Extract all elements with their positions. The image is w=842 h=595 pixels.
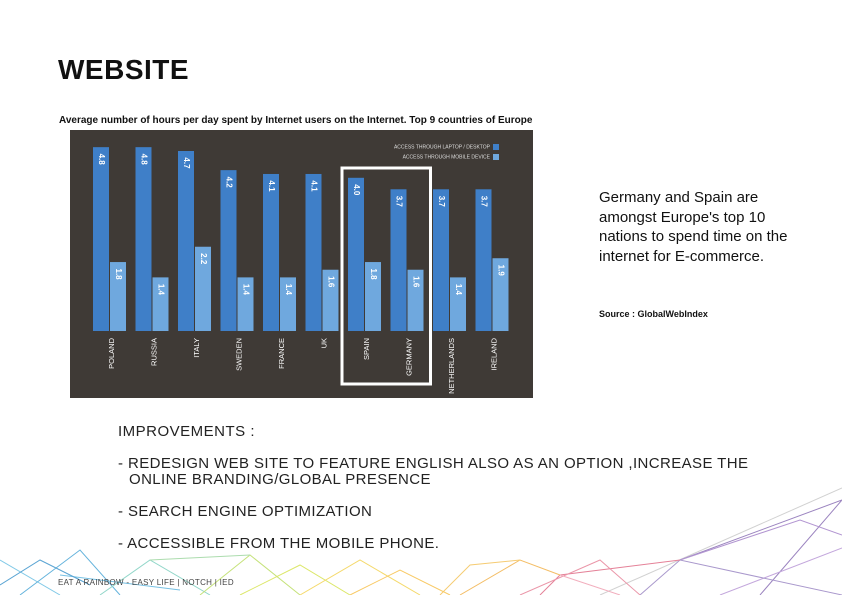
improvement-item: - ACCESSIBLE FROM THE MOBILE PHONE. [118, 535, 440, 552]
data-label: 1.4 [283, 283, 293, 295]
data-label: 1.4 [241, 283, 251, 295]
data-label: 4.7 [181, 157, 191, 169]
bar-desktop-germany [391, 189, 407, 331]
improvements-list [118, 456, 798, 568]
chart-caption: Average number of hours per day spent by Internet users on the Internet. Top 9 countries of Europe [59, 115, 533, 126]
category-label: NETHERLANDS [446, 338, 456, 394]
footer-text: EAT A RAINBOW - EASY LIFE | NOTCH | IED [58, 578, 234, 587]
improvements-heading: IMPROVEMENTS : [118, 423, 256, 440]
bar-chart [70, 130, 533, 398]
slide-title: WEBSITE [58, 54, 190, 85]
data-label: 3.7 [436, 195, 446, 207]
data-label: 1.6 [411, 276, 421, 288]
legend-label: ACCESS THROUGH MOBILE DEVICE [402, 154, 490, 161]
data-label: 1.6 [326, 276, 336, 288]
data-label: 4.1 [266, 180, 276, 192]
bar-desktop-russia [136, 147, 152, 331]
data-label: 1.9 [496, 264, 506, 276]
category-label: FRANCE [276, 338, 286, 369]
data-label: 1.4 [453, 283, 463, 295]
data-label: 1.4 [156, 283, 166, 295]
data-label: 4.8 [139, 153, 149, 165]
legend-label: ACCESS THROUGH LAPTOP / DESKTOP [393, 144, 490, 151]
data-label: 4.0 [351, 184, 361, 196]
category-label: ITALY [191, 338, 201, 358]
bar-desktop-netherlands [433, 189, 449, 331]
data-label: 2.2 [198, 253, 208, 265]
data-label: 3.7 [394, 195, 404, 207]
bar-desktop-ireland [476, 189, 492, 331]
category-label: POLAND [106, 338, 116, 369]
data-label: 3.7 [479, 195, 489, 207]
data-label: 4.1 [309, 180, 319, 192]
bar-desktop-uk [306, 174, 322, 331]
bar-desktop-italy [178, 151, 194, 331]
data-label: 4.8 [96, 153, 106, 165]
bar-desktop-sweden [221, 170, 237, 331]
source-note: Source : GlobalWebIndex [599, 309, 708, 319]
side-note: Germany and Spain are amongst Europe's top 10 nations to spend time on the internet for E-commerce. [599, 189, 788, 265]
data-label: 1.8 [368, 268, 378, 280]
category-label: SPAIN [361, 338, 371, 360]
improvement-item: - REDESIGN WEB SITE TO FEATURE ENGLISH ALSO AS AN OPTION ,INCREASE THE ONLINE BRANDING/GLOBAL PRESENCE [118, 455, 749, 488]
data-label: 4.2 [224, 176, 234, 188]
category-label: SWEDEN [234, 338, 244, 371]
bar-desktop-france [263, 174, 279, 331]
category-label: IRELAND [489, 338, 499, 371]
category-label: RUSSIA [149, 338, 159, 366]
data-label: 1.8 [113, 268, 123, 280]
bar-desktop-spain [348, 178, 364, 331]
category-label: UK [319, 338, 329, 349]
improvement-item: - SEARCH ENGINE OPTIMIZATION [118, 503, 373, 520]
bar-desktop-poland [93, 147, 109, 331]
category-label: GERMANY [404, 338, 414, 376]
legend-swatch [493, 144, 499, 150]
legend-swatch [493, 154, 499, 160]
